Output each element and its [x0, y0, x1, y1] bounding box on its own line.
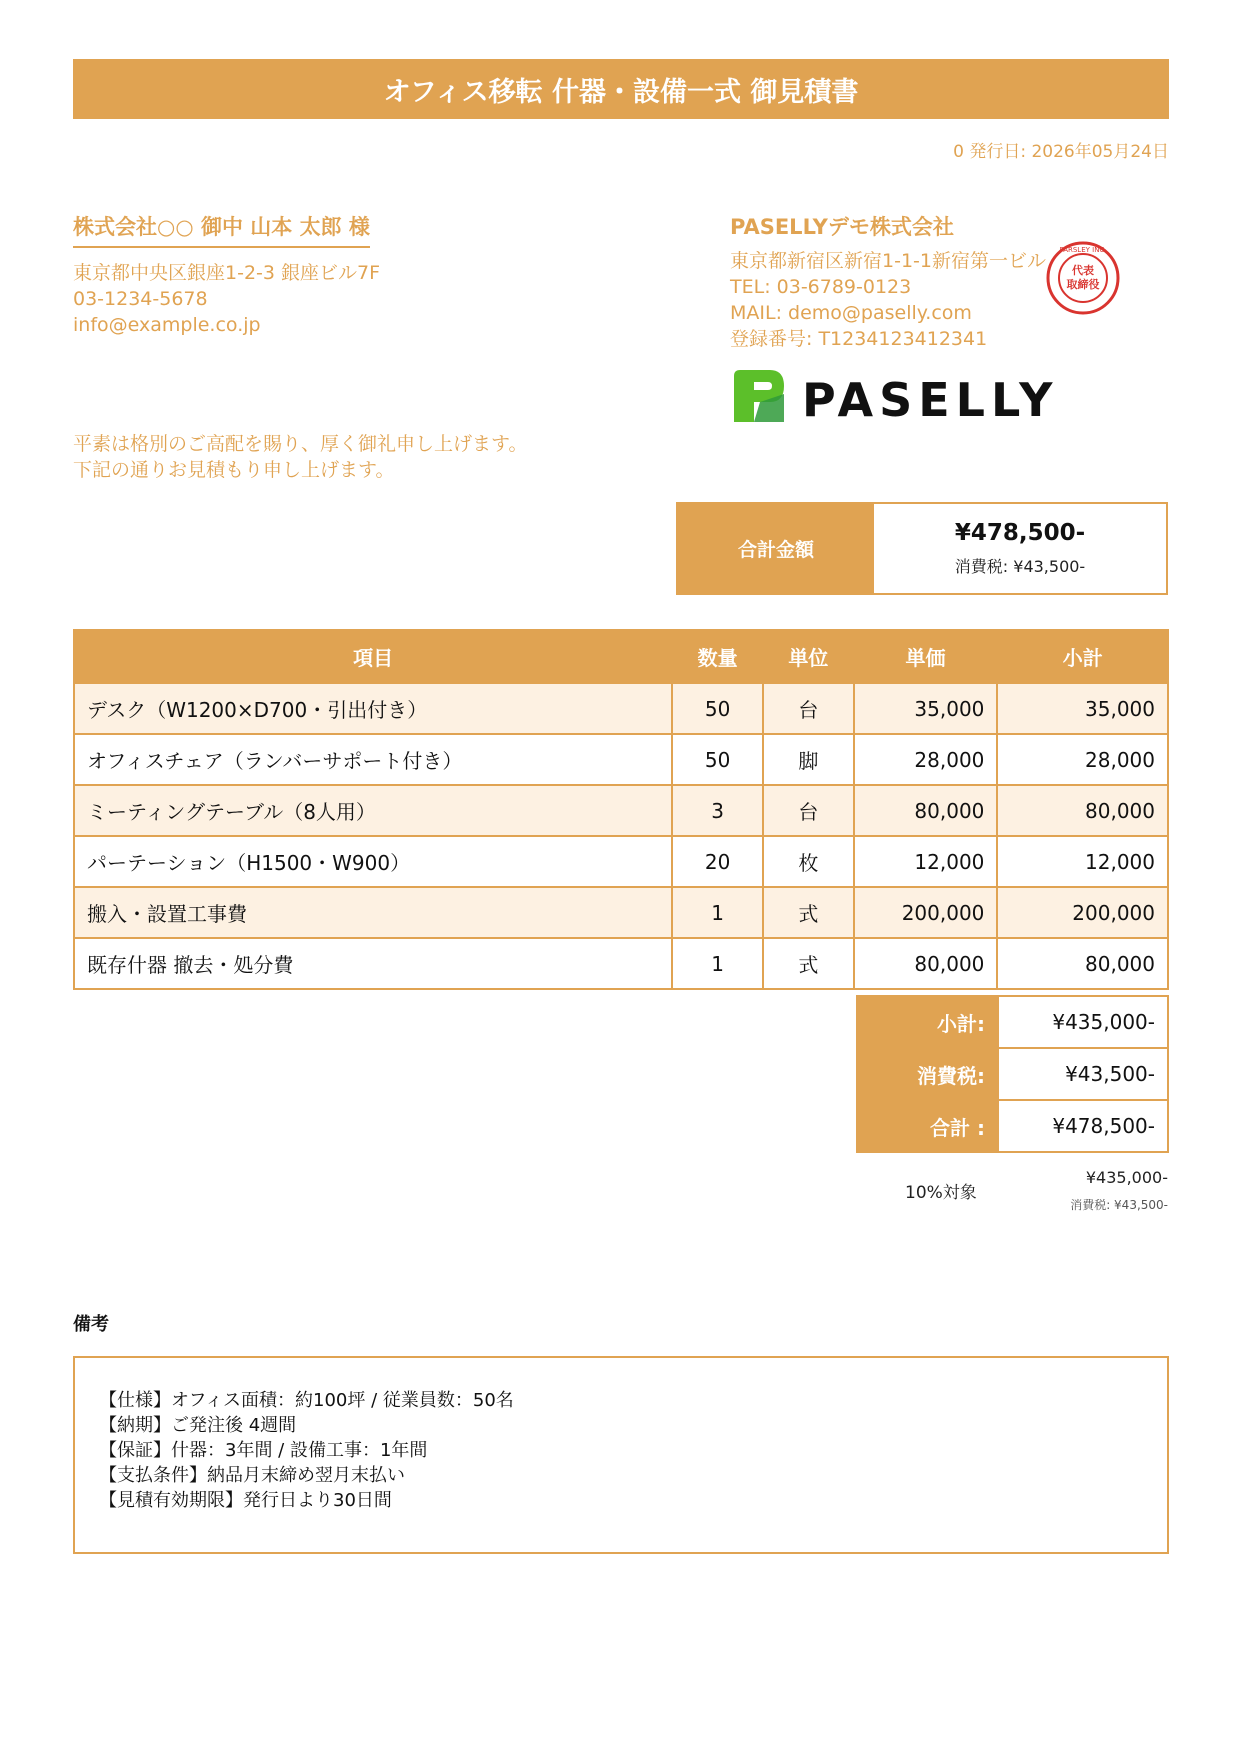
svg-text:取締役: 取締役 — [1066, 278, 1100, 291]
remarks-title: 備考 — [73, 1314, 109, 1335]
grand-total-box — [676, 502, 1168, 595]
company-seal-stamp — [1045, 240, 1121, 316]
cell-unit: 台 — [763, 785, 854, 836]
cell-subtotal: 80,000 — [997, 938, 1168, 989]
cell-subtotal: 200,000 — [997, 887, 1168, 938]
cell-unit-price: 35,000 — [854, 683, 998, 734]
cell-qty: 20 — [672, 836, 763, 887]
cell-item: 既存什器 撤去・処分費 — [74, 938, 672, 989]
svg-text:代表: 代表 — [1072, 264, 1094, 277]
cell-unit: 台 — [763, 683, 854, 734]
grand-total-amount: ¥478,500- — [954, 520, 1086, 546]
greeting — [73, 431, 527, 483]
document-title: オフィス移転 什器・設備一式 御見積書 — [73, 59, 1169, 119]
cell-qty: 1 — [672, 887, 763, 938]
company-address: 東京都新宿区新宿1-1-1新宿第一ビル — [730, 250, 1046, 272]
company-mail: MAIL: demo@paselly.com — [730, 302, 972, 324]
client-tel: 03-1234-5678 — [73, 288, 208, 310]
issue-date: 0 発行日: 2026年05月24日 — [953, 142, 1169, 162]
remarks-box — [73, 1356, 1169, 1554]
cell-unit: 枚 — [763, 836, 854, 887]
cell-unit-price: 200,000 — [854, 887, 998, 938]
cell-qty: 1 — [672, 938, 763, 989]
summary-subtotal-row — [857, 996, 1168, 1048]
cell-subtotal: 28,000 — [997, 734, 1168, 785]
summary-subtotal-value: ¥435,000- — [998, 996, 1168, 1048]
stamp-label: PARSLEY INC. — [1059, 246, 1107, 254]
client-name: 株式会社○○ 御中 山本 太郎 様 — [73, 211, 370, 248]
header-item: 項目 — [74, 630, 672, 683]
cell-item: ミーティングテーブル（8人用） — [74, 785, 672, 836]
greeting-line-1: 平素は格別のご高配を賜り、厚く御礼申し上げます。 — [73, 433, 528, 455]
cell-subtotal: 35,000 — [997, 683, 1168, 734]
cell-qty: 3 — [672, 785, 763, 836]
remarks-line: 【支払条件】納品月末締め翌月末払い — [99, 1465, 405, 1486]
header-subtotal: 小計 — [997, 630, 1168, 683]
cell-unit: 脚 — [763, 734, 854, 785]
client-info — [73, 260, 380, 338]
table-row — [74, 734, 1168, 785]
table-row — [74, 887, 1168, 938]
cell-item: デスク（W1200×D700・引出付き） — [74, 683, 672, 734]
summary-table — [856, 995, 1169, 1153]
table-row — [74, 836, 1168, 887]
remarks-line: 【見積有効期限】発行日より30日間 — [99, 1490, 392, 1511]
greeting-line-2: 下記の通りお見積もり申し上げます。 — [73, 459, 395, 481]
summary-tax-value: ¥43,500- — [998, 1048, 1168, 1100]
summary-tax-row — [857, 1048, 1168, 1100]
cell-qty: 50 — [672, 734, 763, 785]
summary-subtotal-label: 小計: — [857, 996, 998, 1048]
header-unit-price: 単価 — [854, 630, 998, 683]
header-qty: 数量 — [672, 630, 763, 683]
summary-tax-label: 消費税: — [857, 1048, 998, 1100]
company-info — [730, 248, 1046, 352]
logo-wordmark: PASELLY — [802, 373, 1059, 427]
table-row — [74, 683, 1168, 734]
summary-total-row — [857, 1100, 1168, 1152]
table-row — [74, 938, 1168, 989]
cell-item: オフィスチェア（ランバーサポート付き） — [74, 734, 672, 785]
remarks-line: 【保証】什器：3年間 / 設備工事：1年間 — [99, 1440, 428, 1461]
header-unit: 単位 — [763, 630, 854, 683]
cell-item: 搬入・設置工事費 — [74, 887, 672, 938]
client-address: 東京都中央区銀座1-2-3 銀座ビル7F — [73, 262, 381, 284]
grand-total-tax: 消費税: ¥43,500- — [954, 557, 1086, 576]
grand-total-label: 合計金額 — [678, 504, 874, 593]
tax-rate-label: 10%対象 — [905, 1183, 977, 1203]
remarks-line: 【仕様】オフィス面積：約100坪 / 従業員数：50名 — [99, 1390, 514, 1411]
cell-subtotal: 12,000 — [997, 836, 1168, 887]
tax-rate-tax: 消費税: ¥43,500- — [1070, 1198, 1168, 1212]
table-row — [74, 785, 1168, 836]
summary-total-value: ¥478,500- — [998, 1100, 1168, 1152]
cell-qty: 50 — [672, 683, 763, 734]
cell-unit-price: 12,000 — [854, 836, 998, 887]
company-logo — [730, 366, 1060, 428]
company-name: PASELLYデモ株式会社 — [730, 215, 954, 239]
items-table — [73, 629, 1169, 990]
client-email: info@example.co.jp — [73, 314, 261, 336]
cell-unit: 式 — [763, 887, 854, 938]
company-tel: TEL: 03-6789-0123 — [730, 276, 912, 298]
cell-item: パーテーション（H1500・W900） — [74, 836, 672, 887]
tax-rate-amount: ¥435,000- — [1085, 1168, 1168, 1187]
cell-subtotal: 80,000 — [997, 785, 1168, 836]
cell-unit-price: 80,000 — [854, 785, 998, 836]
cell-unit: 式 — [763, 938, 854, 989]
cell-unit-price: 28,000 — [854, 734, 998, 785]
summary-total-label: 合計 : — [857, 1100, 998, 1152]
cell-unit-price: 80,000 — [854, 938, 998, 989]
remarks-line: 【納期】ご発注後 4週間 — [99, 1415, 297, 1436]
company-registration: 登録番号: T1234123412341 — [730, 328, 988, 350]
